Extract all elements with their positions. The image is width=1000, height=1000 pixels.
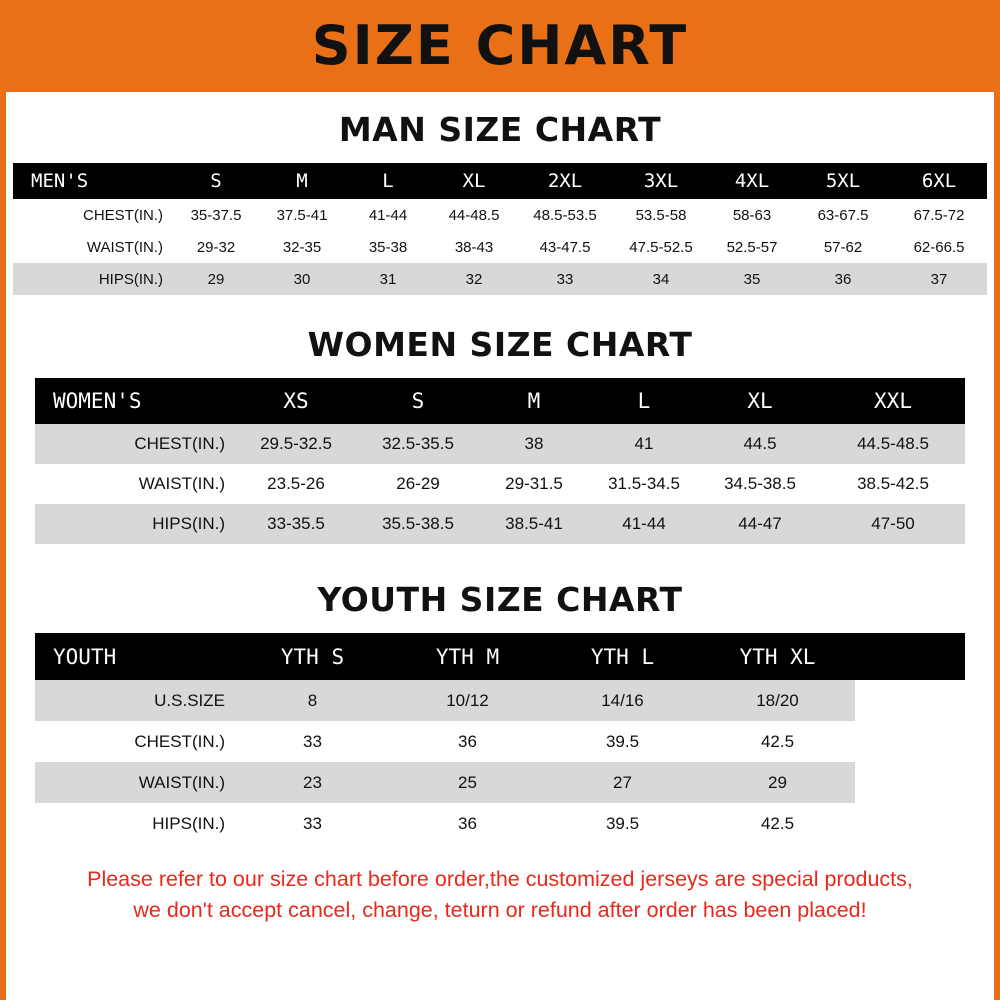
man-size-table <box>13 163 987 295</box>
header-cell: L <box>637 389 651 413</box>
header-cell: 6XL <box>921 170 957 192</box>
header-cell: YTH L <box>590 644 655 669</box>
youth-size-table <box>35 633 965 844</box>
table-cell: 10/12 <box>446 690 489 710</box>
row-label: HIPS(IN.) <box>152 514 225 533</box>
table-row <box>13 199 987 231</box>
table-cell: 38.5-42.5 <box>857 474 929 493</box>
table-cell: 23.5-26 <box>267 474 325 493</box>
table-cell: 42.5 <box>760 813 795 833</box>
table-row <box>35 464 965 504</box>
table-cell: 44-47 <box>738 514 782 533</box>
table-cell: 34 <box>652 270 670 288</box>
header-cell-label: WOMEN'S <box>53 389 142 413</box>
table-cell: 43-47.5 <box>539 238 591 256</box>
header-cell: 5XL <box>825 170 861 192</box>
table-cell: 29.5-32.5 <box>260 434 332 453</box>
header-cell: S <box>411 389 425 413</box>
header-cell-label: YOUTH <box>53 644 117 669</box>
table-cell: 39.5 <box>605 813 640 833</box>
table-cell: 57-62 <box>823 238 863 256</box>
table-row <box>13 231 987 263</box>
women-section-title: WOMEN SIZE CHART <box>307 325 693 364</box>
table-cell: 33 <box>303 731 322 751</box>
table-cell: 41-44 <box>368 206 408 224</box>
footer-note <box>25 864 975 926</box>
table-cell: 36 <box>458 731 477 751</box>
table-header-row <box>35 378 965 424</box>
header-cell: YTH S <box>280 644 345 669</box>
table-cell: 34.5-38.5 <box>724 474 796 493</box>
table-cell: 32 <box>465 270 483 288</box>
row-label: CHEST(IN.) <box>83 206 163 224</box>
row-label: WAIST(IN.) <box>86 238 163 256</box>
table-cell: 44-48.5 <box>448 206 500 224</box>
table-cell-empty <box>855 762 965 803</box>
table-cell: 35.5-38.5 <box>382 514 454 533</box>
row-label: HIPS(IN.) <box>152 813 225 833</box>
banner-title: SIZE CHART <box>311 14 689 77</box>
table-cell-empty <box>855 803 965 844</box>
row-label: WAIST(IN.) <box>138 772 225 792</box>
table-cell: 48.5-53.5 <box>533 206 597 224</box>
table-cell: 29 <box>768 772 787 792</box>
table-cell: 67.5-72 <box>913 206 965 224</box>
header-cell: YTH XL <box>739 644 816 669</box>
table-cell: 29-31.5 <box>505 474 563 493</box>
table-cell: 35-37.5 <box>190 206 242 224</box>
header-cell: M <box>527 389 541 413</box>
table-cell: 36 <box>834 270 852 288</box>
table-cell: 26-29 <box>396 474 440 493</box>
table-cell: 47.5-52.5 <box>629 238 693 256</box>
row-label: WAIST(IN.) <box>138 474 225 493</box>
youth-section-title: YOUTH SIZE CHART <box>317 580 683 619</box>
header-cell: XXL <box>874 389 912 413</box>
footer-line-2: we don't accept cancel, change, teturn or refund after order has been placed! <box>133 898 867 923</box>
header-cell: YTH M <box>435 644 500 669</box>
header-cell-empty <box>855 633 965 680</box>
table-row <box>35 803 965 844</box>
row-label: U.S.SIZE <box>154 690 225 710</box>
header-cell: M <box>296 170 308 192</box>
table-cell: 63-67.5 <box>817 206 869 224</box>
table-cell: 35 <box>743 270 761 288</box>
header-cell-label: MEN'S <box>31 170 89 192</box>
header-cell: XS <box>283 389 309 413</box>
table-cell: 29-32 <box>196 238 236 256</box>
table-row <box>35 721 965 762</box>
table-row <box>35 680 965 721</box>
table-cell: 37.5-41 <box>276 206 328 224</box>
table-row <box>35 762 965 803</box>
table-cell: 44.5-48.5 <box>857 434 929 453</box>
row-label: HIPS(IN.) <box>98 270 163 288</box>
table-row <box>35 504 965 544</box>
table-cell: 36 <box>458 813 477 833</box>
table-cell: 33 <box>556 270 574 288</box>
table-row <box>13 263 987 295</box>
header-cell: 4XL <box>734 170 770 192</box>
table-cell-empty <box>855 721 965 762</box>
table-cell: 31.5-34.5 <box>608 474 680 493</box>
table-cell: 14/16 <box>601 690 644 710</box>
table-cell: 30 <box>293 270 311 288</box>
table-header-row <box>13 163 987 199</box>
header-cell: 3XL <box>643 170 679 192</box>
footer-line-1: Please refer to our size chart before order,the customized jerseys are special products, <box>87 867 913 891</box>
table-cell: 27 <box>613 772 632 792</box>
table-cell: 38-43 <box>454 238 494 256</box>
header-cell: XL <box>462 170 486 192</box>
table-cell: 52.5-57 <box>726 238 778 256</box>
table-cell: 41-44 <box>622 514 666 533</box>
table-cell: 38 <box>524 434 544 453</box>
table-cell: 8 <box>307 690 318 710</box>
table-cell: 25 <box>458 772 477 792</box>
table-cell: 35-38 <box>368 238 408 256</box>
table-cell: 41 <box>634 434 654 453</box>
header-cell: L <box>382 170 394 192</box>
row-label: CHEST(IN.) <box>134 731 225 751</box>
table-cell-empty <box>855 680 965 721</box>
table-cell: 47-50 <box>871 514 915 533</box>
table-cell: 38.5-41 <box>505 514 563 533</box>
table-cell: 33 <box>303 813 322 833</box>
table-cell: 23 <box>303 772 322 792</box>
table-cell: 53.5-58 <box>635 206 687 224</box>
table-cell: 58-63 <box>732 206 772 224</box>
header-cell: S <box>210 170 222 192</box>
table-cell: 32.5-35.5 <box>382 434 454 453</box>
table-cell: 31 <box>379 270 397 288</box>
header-cell: 2XL <box>547 170 583 192</box>
man-section-title: MAN SIZE CHART <box>338 110 662 149</box>
table-cell: 32-35 <box>282 238 322 256</box>
table-cell: 62-66.5 <box>913 238 965 256</box>
women-size-table <box>35 378 965 544</box>
table-cell: 37 <box>930 270 948 288</box>
table-cell: 44.5 <box>743 434 777 453</box>
row-label: CHEST(IN.) <box>134 434 225 453</box>
table-cell: 42.5 <box>760 731 795 751</box>
table-header-row <box>35 633 965 680</box>
table-cell: 33-35.5 <box>267 514 325 533</box>
table-row <box>35 424 965 464</box>
table-cell: 29 <box>207 270 225 288</box>
table-cell: 18/20 <box>756 690 799 710</box>
table-cell: 39.5 <box>605 731 640 751</box>
banner <box>6 0 994 92</box>
header-cell: XL <box>747 389 773 413</box>
